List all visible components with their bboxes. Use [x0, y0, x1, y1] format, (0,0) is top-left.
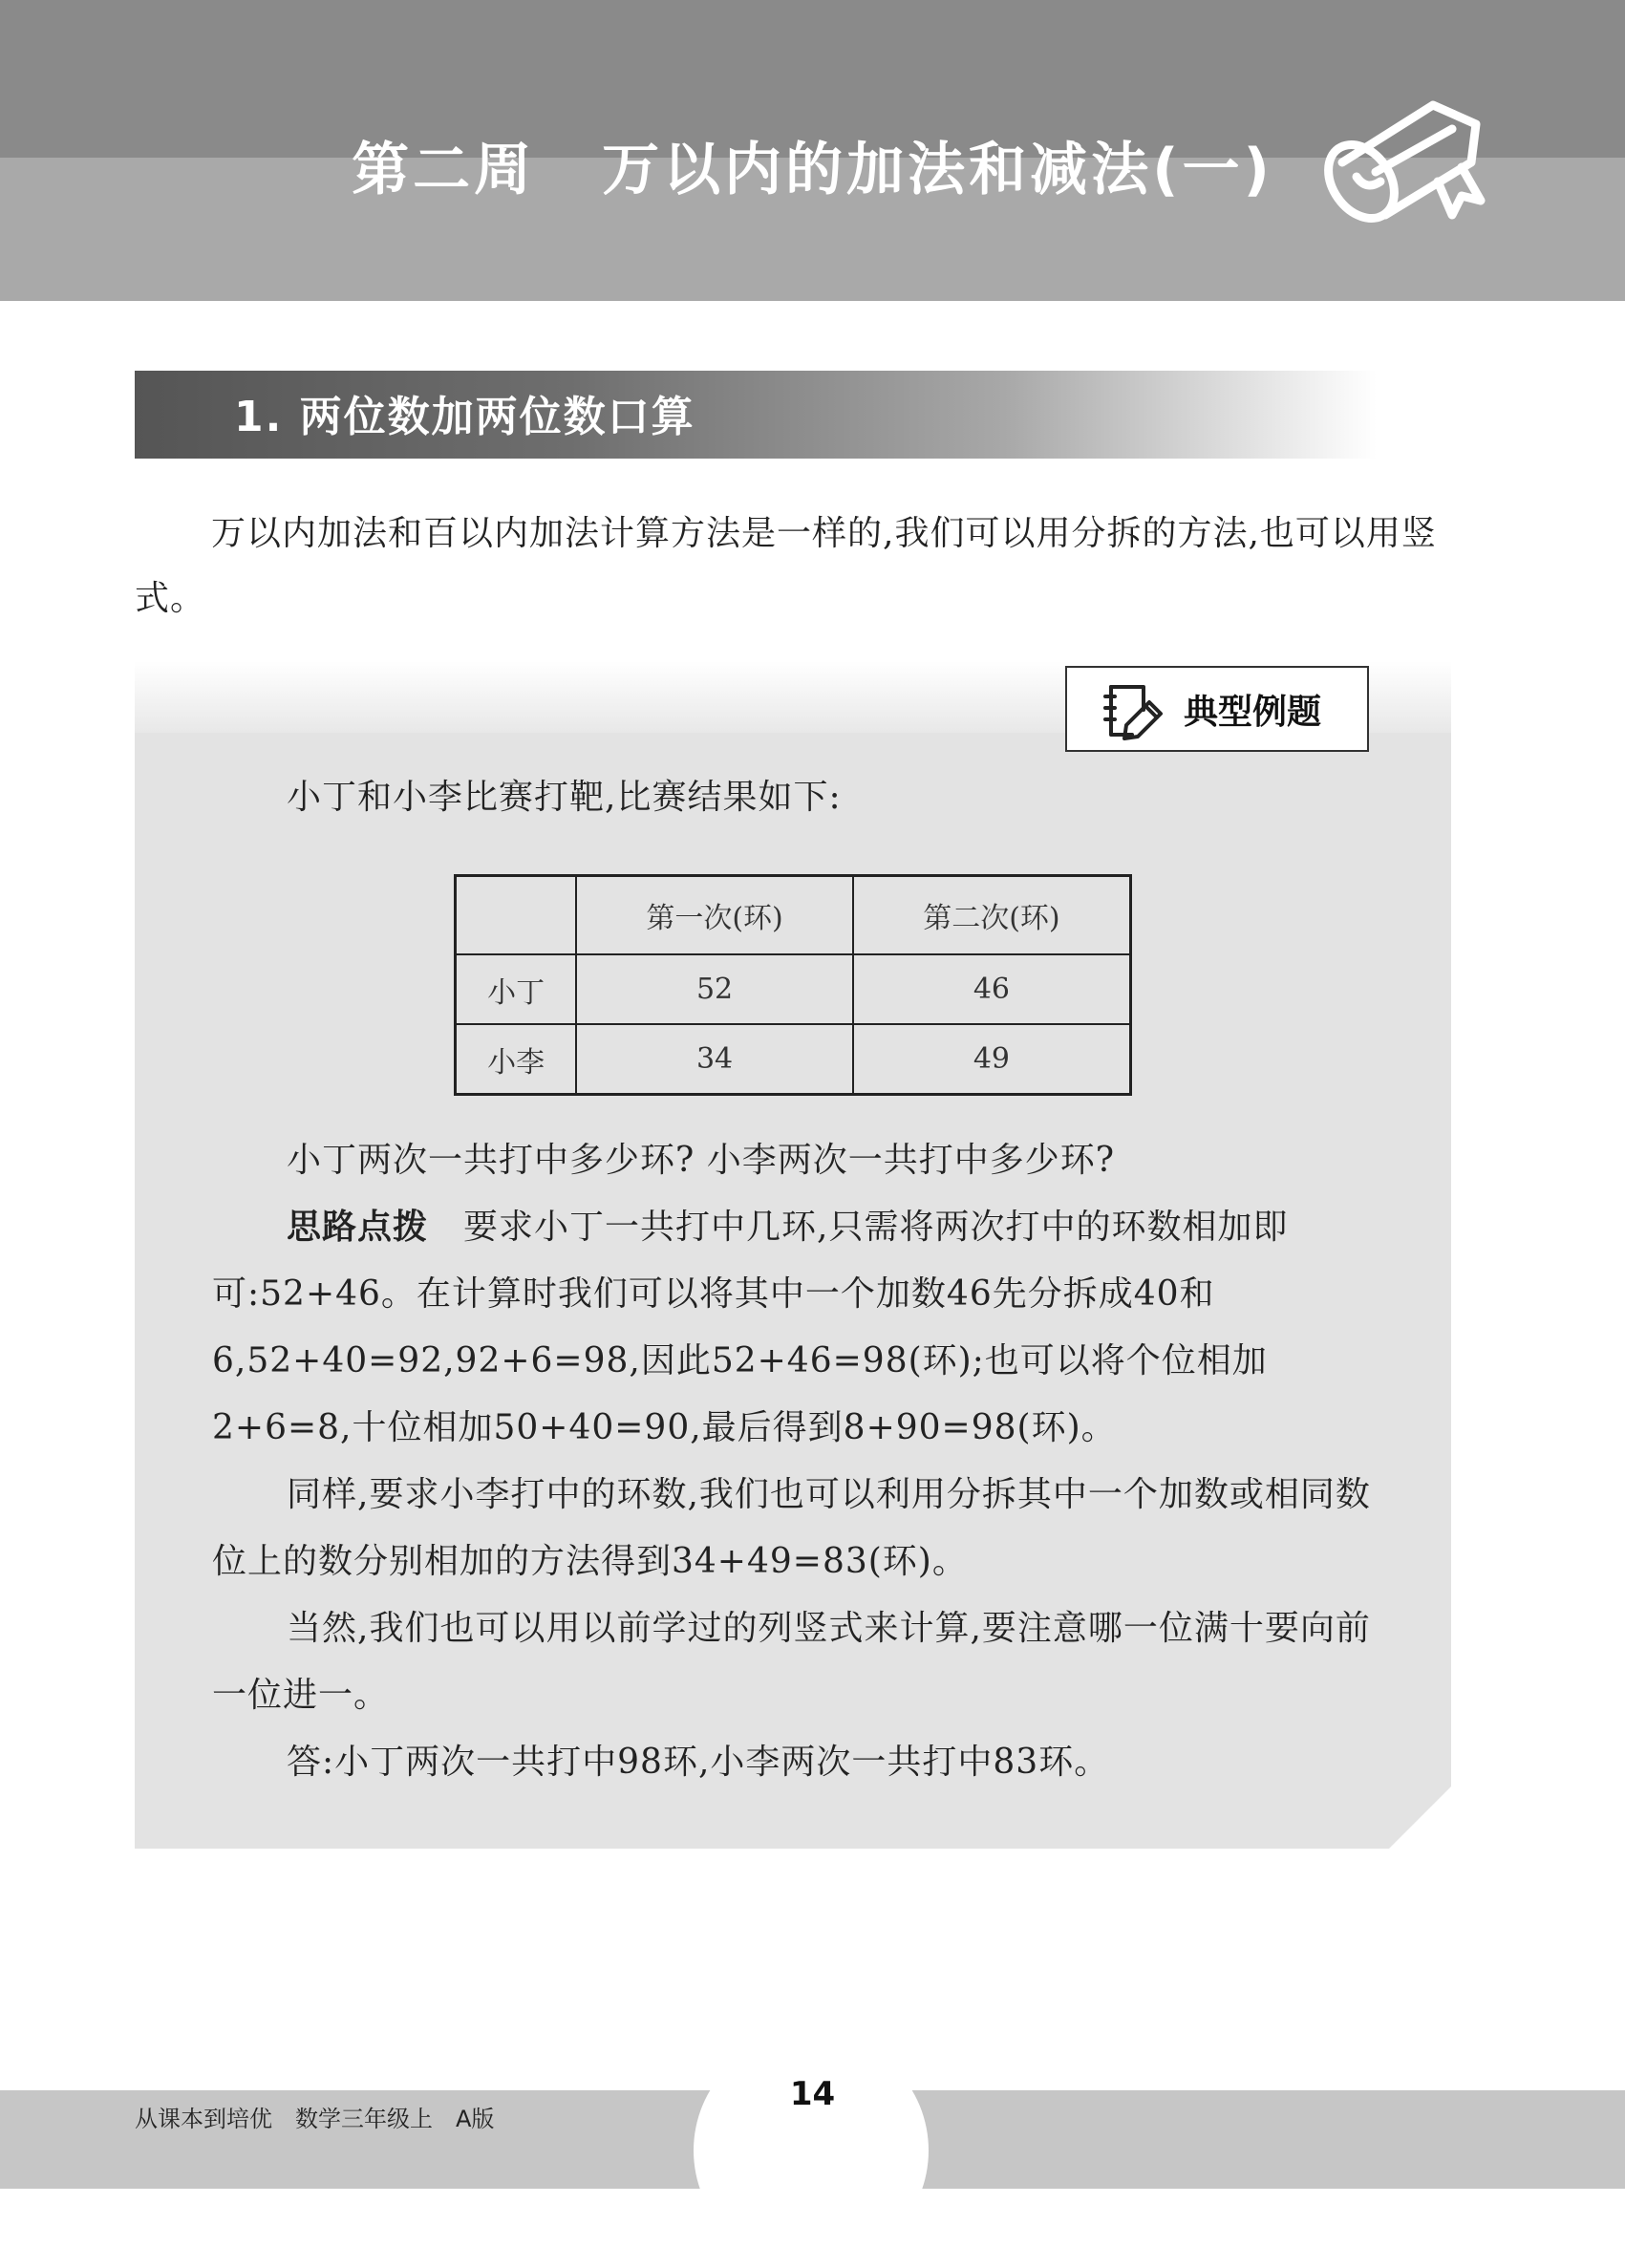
hint-label: 思路点拨 [287, 1208, 429, 1247]
hint-text: 要求小丁一共打中几环,只需将两次打中的环数相加即可:52+46。在计算时我们可以将其中一个加数46先分拆成40和6,52+40=92,92+6=98,因此52+46=98(环);也可以将个位相加2+6=8,十位相加50+40=90,最后得到8+90=98(环)。 [212, 1208, 1289, 1447]
table-header-cell: 第一次(环) [576, 876, 853, 955]
question-text: 小丁两次一共打中多少环? 小李两次一共打中多少环? [287, 1141, 1116, 1180]
intro-paragraph: 万以内加法和百以内加法计算方法是一样的,我们可以用分拆的方法,也可以用竖式。 [135, 514, 1437, 618]
scroll-icon [1318, 86, 1490, 239]
problem-statement: 小丁和小李比赛打靶,比赛结果如下: [287, 778, 842, 817]
page-number: 14 [789, 2075, 836, 2113]
footer-book-title: 从课本到培优 数学三年级上 A版 [135, 2106, 495, 2132]
table-row [456, 954, 1131, 1024]
table-header-cell: 第二次(环) [853, 876, 1131, 955]
table-cell: 小丁 [456, 954, 577, 1024]
table-cell: 小李 [456, 1024, 577, 1095]
table-cell: 49 [853, 1024, 1131, 1095]
table-cell: 52 [576, 954, 853, 1024]
second-paragraph: 同样,要求小李打中的环数,我们也可以利用分拆其中一个加数或相同数位上的数分别相加的方法得到34+49=83(环)。 [212, 1475, 1371, 1581]
table-cell: 34 [576, 1024, 853, 1095]
score-table [454, 874, 1132, 1096]
table-header-cell [456, 876, 577, 955]
table-row [456, 1024, 1131, 1095]
answer-text: 答:小丁两次一共打中98环,小李两次一共打中83环。 [287, 1743, 1110, 1782]
chapter-name: 万以内的加法和减法(一) [602, 137, 1273, 203]
section-title: 1. 两位数加两位数口算 [234, 393, 695, 441]
table-cell: 46 [853, 954, 1131, 1024]
table-header-row [456, 876, 1131, 955]
example-tag [1065, 666, 1369, 752]
notebook-pencil-icon [1101, 681, 1166, 740]
example-tag-label: 典型例题 [1184, 693, 1322, 732]
footer-page-circle [694, 2033, 929, 2268]
third-paragraph: 当然,我们也可以用以前学过的列竖式来计算,要注意哪一位满十要向前一位进一。 [212, 1609, 1371, 1715]
hint-paragraph [212, 1194, 1378, 1462]
week-label: 第二周 [352, 137, 536, 203]
